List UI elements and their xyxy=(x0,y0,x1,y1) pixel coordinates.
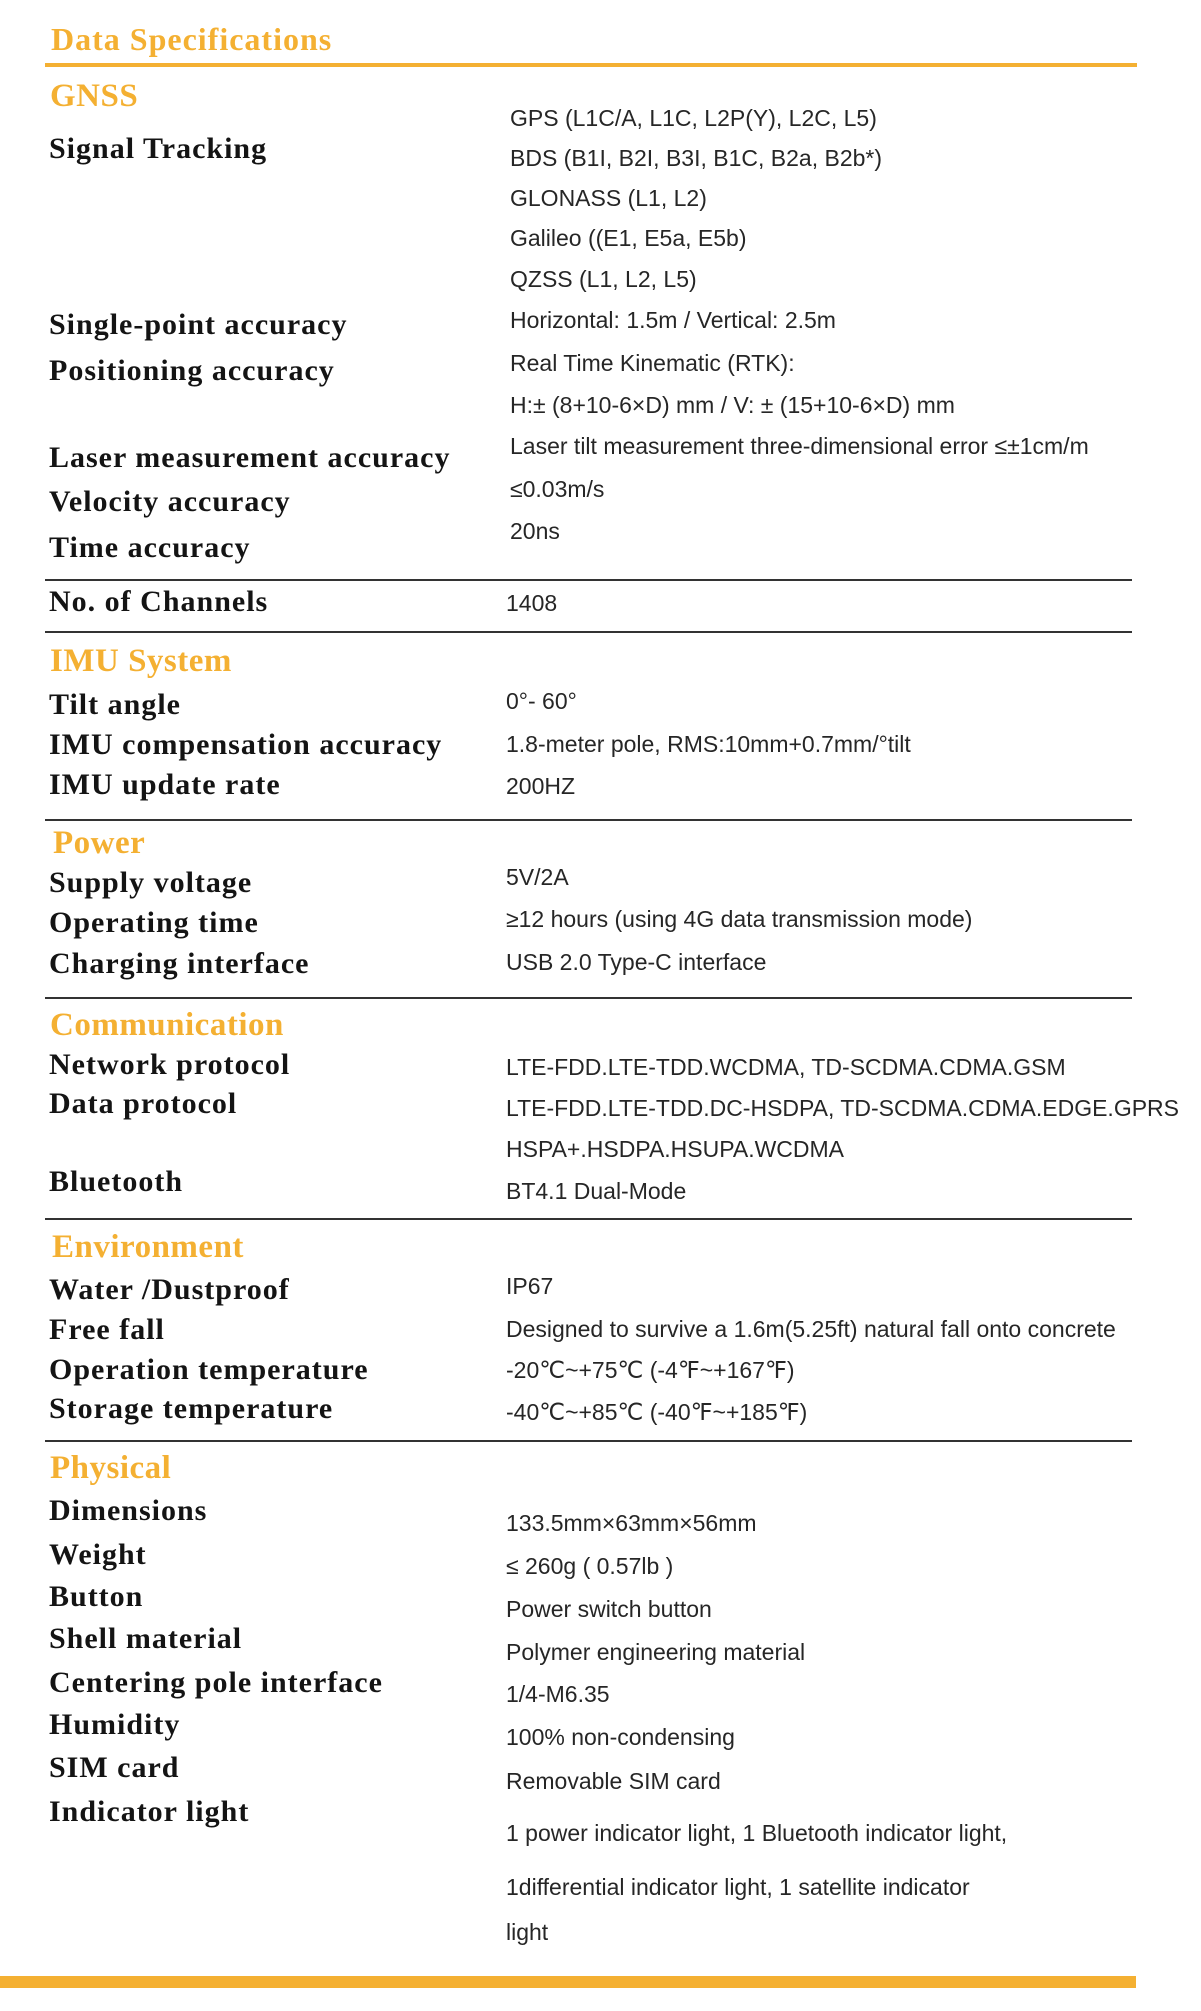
value-signal-tracking-bds: BDS (B1I, B2I, B3I, B1C, B2a, B2b*) xyxy=(510,145,883,171)
value-signal-tracking-glonass: GLONASS (L1, L2) xyxy=(510,185,707,211)
value-operating-time: ≥12 hours (using 4G data transmission mode) xyxy=(506,906,973,932)
section-heading-gnss: GNSS xyxy=(50,78,139,114)
label-data-protocol: Data protocol xyxy=(49,1087,238,1120)
value-charging-interface: USB 2.0 Type-C interface xyxy=(506,949,767,975)
value-sim-card: Removable SIM card xyxy=(506,1768,721,1794)
value-dimensions: 133.5mm×63mm×56mm xyxy=(506,1510,757,1536)
section-divider xyxy=(45,997,1132,999)
label-shell-material: Shell material xyxy=(49,1622,243,1655)
label-supply-voltage: Supply voltage xyxy=(49,866,253,899)
value-single-point-accuracy: Horizontal: 1.5m / Vertical: 2.5m xyxy=(510,307,836,333)
value-laser-measurement-accuracy: Laser tilt measurement three-dimensional error ≤±1cm/m xyxy=(510,433,1089,459)
section-heading-physical: Physical xyxy=(50,1450,172,1486)
value-positioning-accuracy-mode: Real Time Kinematic (RTK): xyxy=(510,350,795,376)
value-indicator-light-line-1: 1 power indicator light, 1 Bluetooth indicator light, xyxy=(506,1820,1008,1846)
value-signal-tracking-gps: GPS (L1C/A, L1C, L2P(Y), L2C, L5) xyxy=(510,105,877,131)
section-divider xyxy=(45,1218,1132,1220)
section-divider xyxy=(45,1440,1132,1442)
label-operating-time: Operating time xyxy=(49,906,259,939)
value-velocity-accuracy: ≤0.03m/s xyxy=(510,476,605,502)
label-network-protocol: Network protocol xyxy=(49,1048,291,1081)
value-network-protocol: LTE-FDD.LTE-TDD.WCDMA, TD-SCDMA.CDMA.GSM xyxy=(506,1054,1066,1080)
label-water-dustproof: Water /Dustproof xyxy=(49,1273,290,1306)
value-tilt-angle: 0°- 60° xyxy=(506,688,577,714)
value-humidity: 100% non-condensing xyxy=(506,1724,735,1750)
label-operation-temperature: Operation temperature xyxy=(49,1353,369,1386)
value-free-fall: Designed to survive a 1.6m(5.25ft) natural fall onto concrete xyxy=(506,1316,1116,1342)
value-shell-material: Polymer engineering material xyxy=(506,1639,806,1665)
label-sim-card: SIM card xyxy=(49,1751,180,1784)
label-velocity-accuracy: Velocity accuracy xyxy=(49,485,291,518)
footer-bar xyxy=(0,1976,1136,1988)
value-channels: 1408 xyxy=(506,590,558,616)
label-single-point-accuracy: Single-point accuracy xyxy=(49,308,348,341)
value-imu-compensation-accuracy: 1.8-meter pole, RMS:10mm+0.7mm/°tilt xyxy=(506,731,911,757)
value-bluetooth: BT4.1 Dual-Mode xyxy=(506,1178,687,1204)
label-tilt-angle: Tilt angle xyxy=(49,688,181,721)
value-data-protocol-line-1: LTE-FDD.LTE-TDD.DC-HSDPA, TD-SCDMA.CDMA.EDGE.GPRS xyxy=(506,1095,1179,1121)
label-imu-compensation-accuracy: IMU compensation accuracy xyxy=(49,728,443,761)
label-indicator-light: Indicator light xyxy=(49,1795,250,1828)
label-weight: Weight xyxy=(49,1538,147,1571)
label-positioning-accuracy: Positioning accuracy xyxy=(49,354,335,387)
label-time-accuracy: Time accuracy xyxy=(49,531,251,564)
page-title: Data Specifications xyxy=(51,21,333,57)
section-heading-environment: Environment xyxy=(52,1229,244,1265)
label-free-fall: Free fall xyxy=(49,1313,165,1346)
title-underline xyxy=(45,63,1137,67)
value-weight: ≤ 260g ( 0.57lb ) xyxy=(506,1553,674,1579)
section-divider xyxy=(45,631,1132,633)
value-signal-tracking-galileo: Galileo ((E1, E5a, E5b) xyxy=(510,225,747,251)
label-imu-update-rate: IMU update rate xyxy=(49,768,281,801)
value-indicator-light-line-2: 1differential indicator light, 1 satellite indicator xyxy=(506,1874,970,1900)
section-divider xyxy=(45,579,1132,581)
section-divider xyxy=(45,819,1132,821)
label-centering-pole-interface: Centering pole interface xyxy=(49,1666,383,1699)
section-heading-imu-system: IMU System xyxy=(50,643,232,679)
label-storage-temperature: Storage temperature xyxy=(49,1392,334,1425)
label-humidity: Humidity xyxy=(49,1708,181,1741)
value-indicator-light-line-3: light xyxy=(506,1919,549,1945)
value-signal-tracking-qzss: QZSS (L1, L2, L5) xyxy=(510,266,697,292)
label-bluetooth: Bluetooth xyxy=(49,1165,184,1198)
label-signal-tracking: Signal Tracking xyxy=(49,132,268,165)
value-storage-temperature: -40℃~+85℃ (-40℉~+185℉) xyxy=(506,1399,808,1425)
value-positioning-accuracy-formula: H:± (8+10-6×D) mm / V: ± (15+10-6×D) mm xyxy=(510,392,955,418)
label-dimensions: Dimensions xyxy=(49,1494,208,1527)
value-imu-update-rate: 200HZ xyxy=(506,773,576,799)
value-button: Power switch button xyxy=(506,1596,712,1622)
label-button: Button xyxy=(49,1580,144,1613)
value-data-protocol-line-2: HSPA+.HSDPA.HSUPA.WCDMA xyxy=(506,1136,845,1162)
value-supply-voltage: 5V/2A xyxy=(506,864,569,890)
value-time-accuracy: 20ns xyxy=(510,518,560,544)
section-heading-power: Power xyxy=(53,825,146,861)
label-laser-measurement-accuracy: Laser measurement accuracy xyxy=(49,441,451,474)
section-heading-communication: Communication xyxy=(50,1007,284,1043)
label-charging-interface: Charging interface xyxy=(49,947,310,980)
value-operation-temperature: -20℃~+75℃ (-4℉~+167℉) xyxy=(506,1357,795,1383)
value-centering-pole-interface: 1/4-M6.35 xyxy=(506,1681,610,1707)
label-channels: No. of Channels xyxy=(49,585,269,618)
value-water-dustproof: IP67 xyxy=(506,1273,554,1299)
